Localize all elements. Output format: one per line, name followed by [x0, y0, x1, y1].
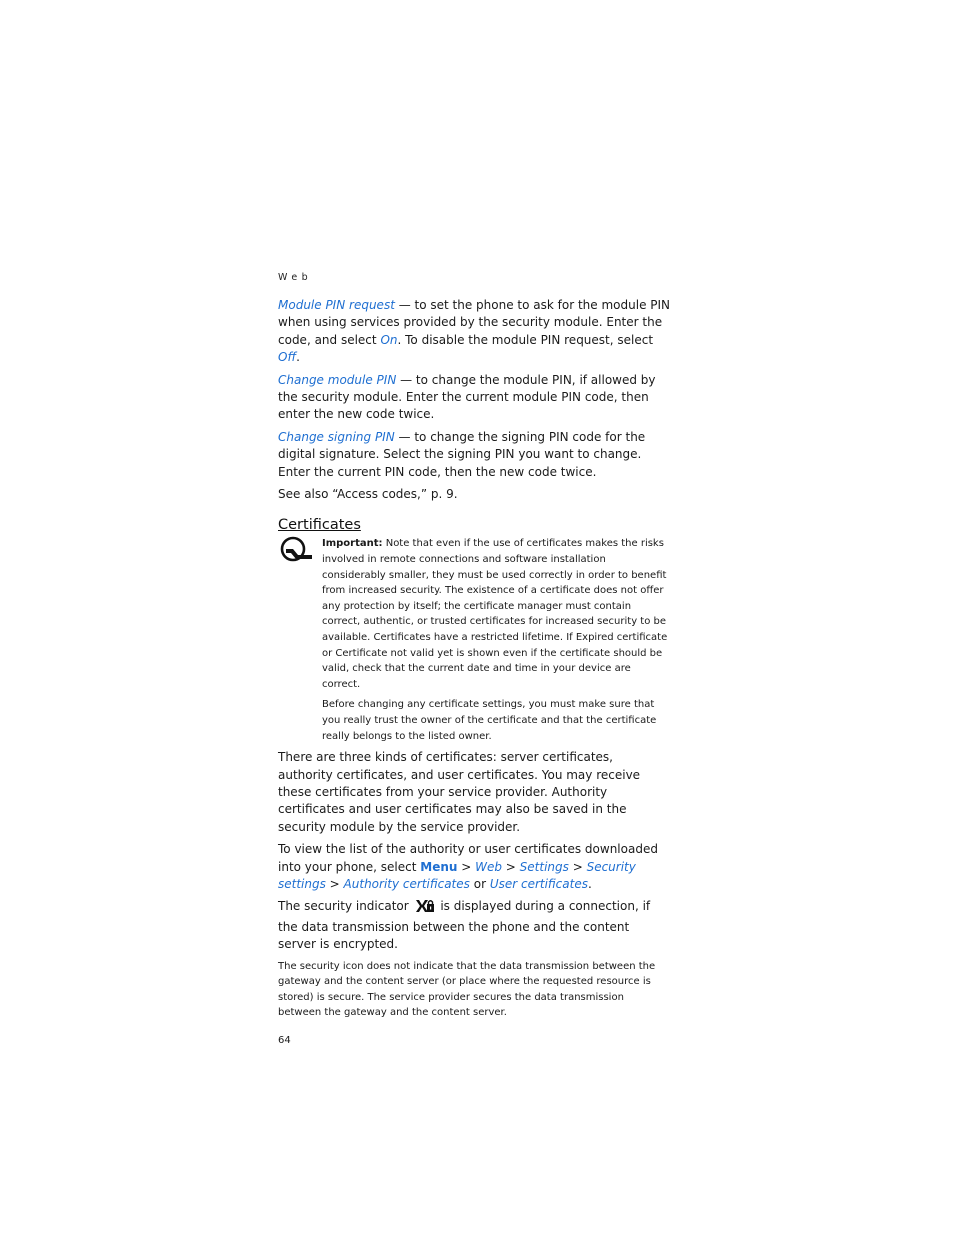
see-also: See also “Access codes,” p. 9. — [278, 487, 458, 502]
path-user-certificates: User certificates — [489, 877, 588, 892]
term-change-module-pin: Change module PIN — [278, 372, 397, 387]
setting-change-signing-pin: Change signing PIN — to change the signing PIN code for the digital signature. Select the signing PIN you want to change. Enter the current PIN code, then the new code twice. — [278, 429, 646, 479]
important-text-2: Before changing any certificate settings, you must make sure that you really trust the owner of the certificate and that the certificate really belongs to the listed owner. — [322, 699, 657, 742]
setting-change-module-pin: Change module PIN — to change the module PIN, if allowed by the security module. Enter the current module PIN code, then enter the new code twice. — [278, 372, 656, 422]
path-security-settings: Security settings — [278, 859, 636, 892]
important-label: Important: — [322, 538, 383, 550]
important-notice-icon — [278, 536, 322, 568]
page-number: 64 — [278, 1035, 291, 1047]
running-head: Web — [278, 272, 313, 283]
manual-page — [278, 272, 670, 1046]
security-lock-icon — [415, 898, 435, 918]
option-on: On — [380, 332, 398, 347]
security-indicator-text: The security indicator is displayed during a connection, if the data transmission between the phone and the content server is encrypted. — [278, 899, 651, 952]
certificate-kinds: There are three kinds of certificates: server certificates, authority certificates, and user certificates. You may receive these certificates from your service provider. Authority certificates and user certificates may also be saved in the security module by the service provider. — [278, 750, 641, 834]
view-certificates-path: To view the list of the authority or user certificates downloaded into your phone, select Menu > Web > Settings > Security settings > Authority certificates or User certificates. — [278, 842, 658, 892]
path-menu: Menu — [420, 859, 458, 874]
security-icon-note: The security icon does not indicate that the data transmission between the gateway and the content server (or place where the requested resource is stored) is secure. The service provider secures the data transmission between the gateway and the content server. — [278, 960, 656, 1019]
path-web: Web — [475, 859, 502, 874]
term-change-signing-pin: Change signing PIN — [278, 429, 395, 444]
term-module-pin-request: Module PIN request — [278, 298, 395, 312]
option-off: Off — [278, 350, 297, 365]
important-notice — [278, 536, 670, 744]
path-settings: Settings — [519, 859, 569, 874]
path-authority-certificates: Authority certificates — [343, 877, 470, 892]
setting-module-pin-request: Module PIN request — to set the phone to ask for the module PIN when using services provided by the security module. Enter the code, and select On. To disable the module PIN request, select Off. — [278, 298, 671, 365]
section-heading-certificates: Certificates — [278, 517, 361, 534]
important-text: Important: Note that even if the use of certificates makes the risks involved in remote connections and software installation considerably smaller, they must be used correctly in order to benefit from increased security. The existence of a certificate does not offer any protection by itself; the certificate manager must contain correct, authentic, or trusted certificates for increased security to be available. Certificates have a restricted lifetime. If Expired certificate or Certificate not valid yet is shown even if the certificate should be valid, check that the current date and time in your device are correct. — [322, 538, 668, 690]
